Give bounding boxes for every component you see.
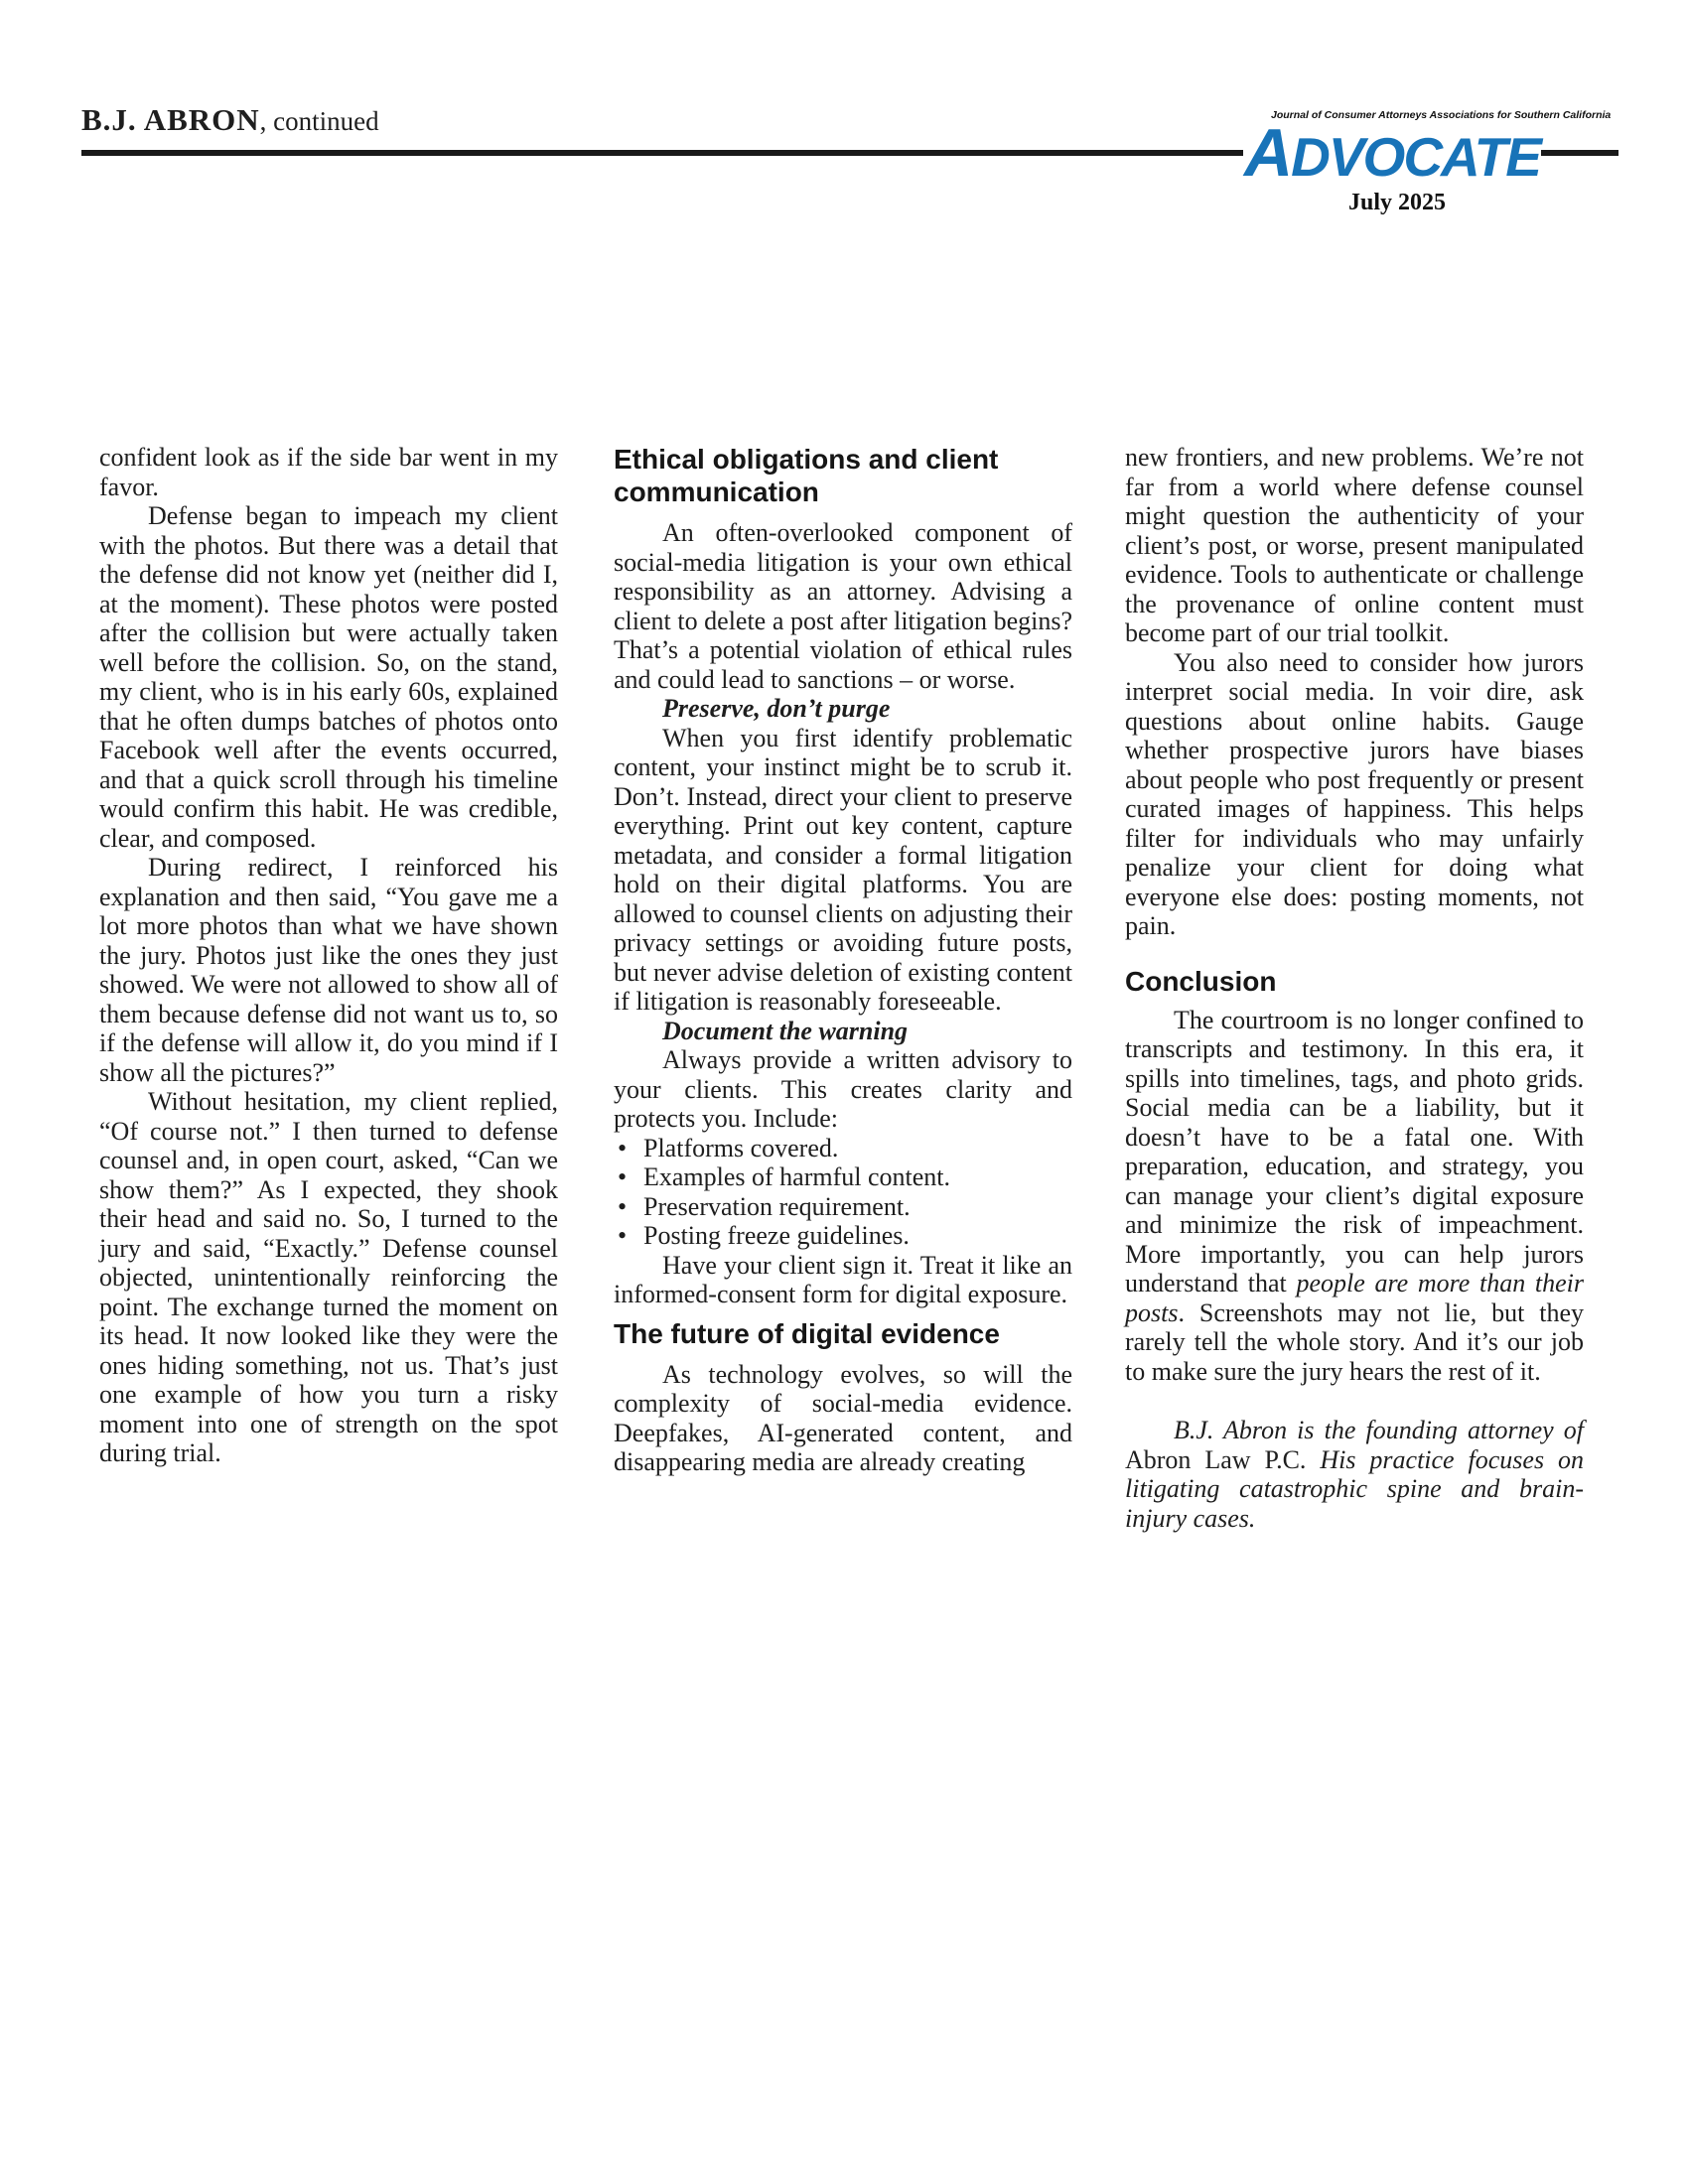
bio-firm-name: Abron Law P.C. <box>1125 1444 1321 1474</box>
body-paragraph: Without hesitation, my client replied, “Of course not.” I then turned to defense counsel and, in open court, asked, “Can we show them?” As I expected, they shook their head and said no. So, I turned to the jury and said, “Exactly.” Defense counsel objected, unintentionally reinforcing the point. The exchange turned the moment on its head. It now looked like they were the ones hiding something, not us. That’s just one example of how you turn a risky moment into one of strength on the spot during trial. <box>99 1087 558 1467</box>
header-rule-left <box>81 150 1243 156</box>
header-rule-right <box>1541 150 1618 156</box>
byline-continued-label: , continued <box>259 106 379 136</box>
body-paragraph: An often-overlooked component of social-media litigation is your own ethical responsibility as an attorney. Advising a client to delete a post after litigation begins? That’s a potential violation of ethical rules and could lead to sanctions – or worse. <box>614 518 1072 694</box>
list-item-text: Preservation requirement. <box>643 1191 911 1221</box>
section-heading-future-digital-evidence: The future of digital evidence <box>614 1317 1000 1349</box>
bullet-icon: • <box>618 1191 628 1221</box>
body-paragraph: Have your client sign it. Treat it like an informed-consent form for digital exposure. <box>614 1250 1072 1308</box>
list-item-text: Platforms covered. <box>643 1133 839 1162</box>
section-heading-conclusion: Conclusion <box>1125 965 1277 997</box>
section-heading-ethical-obligations: Ethical obligations and client communication <box>614 444 999 507</box>
bio-text: B.J. Abron is the founding attorney of <box>1174 1416 1584 1444</box>
body-paragraph: You also need to consider how jurors interpret social media. In voir dire, ask questions about online habits. Gauge whether prospective jurors have biases about people who post frequently or present curated images of happiness. This helps filter for individuals who may unfairly penalize your client for doing what everyone else does: posting moments, not pain. <box>1125 647 1584 940</box>
body-paragraph <box>1125 1006 1584 1387</box>
body-paragraph: confident look as if the side bar went in my favor. <box>99 443 558 501</box>
column-3 <box>1125 443 1584 1533</box>
list-item <box>614 1134 1072 1163</box>
logo-remaining-letters: DVOCATE <box>1291 126 1540 188</box>
subsection-heading-preserve: Preserve, don’t purge <box>662 694 891 723</box>
paragraph-text: The courtroom is no longer confined to transcripts and testimony. In this era, it spills into timelines, tags, and photo grids. Social media can be a liability, but it doesn’t have to be a fatal one. With preparation, education, and strategy, you can manage your client’s digital exposure and minimize the risk of impeachment. More importantly, you can help jurors understand that <box>1125 1005 1584 1297</box>
bullet-icon: • <box>618 1221 628 1250</box>
bullet-icon: • <box>618 1162 628 1191</box>
bio-text: His practice focuses on litigating catastrophic spine and brain-injury cases. <box>1125 1444 1585 1533</box>
paragraph-text: . Screenshots may not lie, but they rarely tell the whole story. And it’s our job to make sure the jury hears the rest of it. <box>1125 1297 1584 1386</box>
issue-date: July 2025 <box>1347 189 1446 215</box>
masthead-tagline: Journal of Consumer Attorneys Associations for Southern California <box>1271 109 1612 121</box>
body-paragraph: Defense began to impeach my client with the photos. But there was a detail that the defense did not know yet (neither did I, at the moment). These photos were posted after the collision but were actually taken well before the collision. So, on the stand, my client, who is in his early 60s, explained that he often dumps batches of photos onto Facebook well after the events occurred, and that a quick scroll through his timeline would confirm this habit. He was credible, clear, and composed. <box>99 501 558 853</box>
body-paragraph: new frontiers, and new problems. We’re not far from a world where defense counsel might question the authenticity of your client’s post, or worse, present manipulated evidence. Tools to authenticate or challenge the provenance of online content must become part of our trial toolkit. <box>1125 443 1584 647</box>
body-paragraph: As technology evolves, so will the complexity of social-media evidence. Deepfakes, AI-generated content, and disappearing media are already creating <box>614 1359 1072 1476</box>
body-paragraph: Always provide a written advisory to your clients. This creates clarity and protects you. Include: <box>614 1045 1072 1133</box>
emphasized-phrase: people are more than their posts <box>1125 1269 1584 1327</box>
list-item <box>614 1221 1072 1251</box>
logo-initial-letter: A <box>1244 115 1292 191</box>
list-item-text: Posting freeze guidelines. <box>643 1221 910 1250</box>
list-item-text: Examples of harmful content. <box>643 1162 951 1191</box>
article-columns <box>99 443 1589 1533</box>
list-item <box>614 1162 1072 1192</box>
list-item <box>614 1192 1072 1222</box>
bullet-icon: • <box>618 1133 628 1162</box>
body-paragraph: During redirect, I reinforced his explanation and then said, “You gave me a lot more photos than what we have shown the jury. Photos just like the ones they just showed. We were not allowed to show all of them because defense did not want us to, so if the defense will allow it, do you mind if I show all the pictures?” <box>99 853 558 1087</box>
subsection-heading-document-warning: Document the warning <box>662 1016 909 1045</box>
body-paragraph: When you first identify problematic content, your instinct might be to scrub it. Don’t. Instead, direct your client to preserve everything. Print out key content, capture metadata, and consider a formal litigation hold on their digital platforms. You are allowed to counsel clients on adjusting their privacy settings or avoiding future posts, but never advise deletion of existing content if litigation is reasonably foreseeable. <box>614 723 1072 1016</box>
advocate-masthead <box>1243 109 1612 216</box>
continuation-byline <box>81 102 379 138</box>
author-bio <box>1125 1416 1584 1533</box>
column-2 <box>614 443 1072 1533</box>
column-1 <box>99 443 558 1533</box>
byline-author-name: B.J. ABRON <box>81 102 260 137</box>
advocate-logo-text <box>1243 115 1541 191</box>
